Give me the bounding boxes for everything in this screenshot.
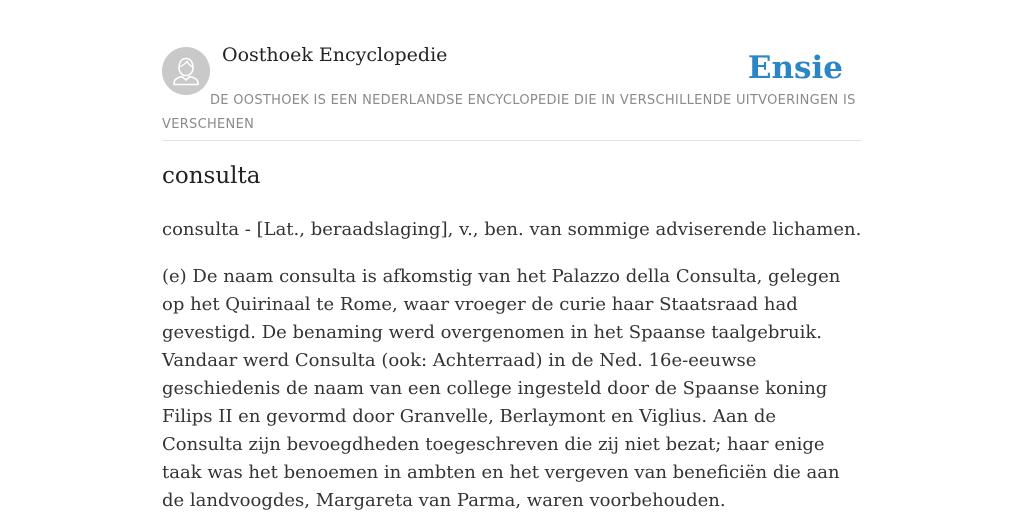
source-description: DE OOSTHOEK IS EEN NEDERLANDSE ENCYCLOPEDIE DIE IN VERSCHILLENDE UITVOERINGEN IS VERSCHENEN — [162, 93, 856, 132]
article-paragraph: Vandaar werd Consulta (ook: Achterraad) in de Ned. 16e-eeuwse geschiedenis de naam van een college ingesteld door de Spaanse koning Filips II en gevormd door Granvelle, Berlaymont en Viglius. Aan de Consulta zijn bevoegdheden toegeschreven die zij niet bezat; haar enige taak was het benoemen in ambten en het vergeven van beneficiën die aan de landvoogdes, Margareta van Parma, waren voorbehouden. — [162, 350, 840, 511]
user-icon — [162, 47, 210, 95]
article-title: consulta — [162, 163, 261, 189]
source-name-link[interactable]: Oosthoek Encyclopedie — [222, 44, 448, 66]
article-paragraph: (e) De naam consulta is afkomstig van het Palazzo della Consulta, gelegen op het Quirinaal te Rome, waar vroeger de curie haar Staatsraad had gevestigd. De benaming werd overgenomen in het Spaanse taalgebruik. — [162, 266, 841, 343]
source-avatar[interactable] — [162, 47, 210, 95]
brand-logo[interactable]: Ensie — [747, 50, 843, 86]
article-page — [162, 0, 862, 511]
article-body — [162, 263, 862, 515]
source-header — [162, 0, 862, 141]
article-definition: consulta - [Lat., beraadslaging], v., ben. van sommige adviserende lichamen. — [162, 219, 862, 240]
